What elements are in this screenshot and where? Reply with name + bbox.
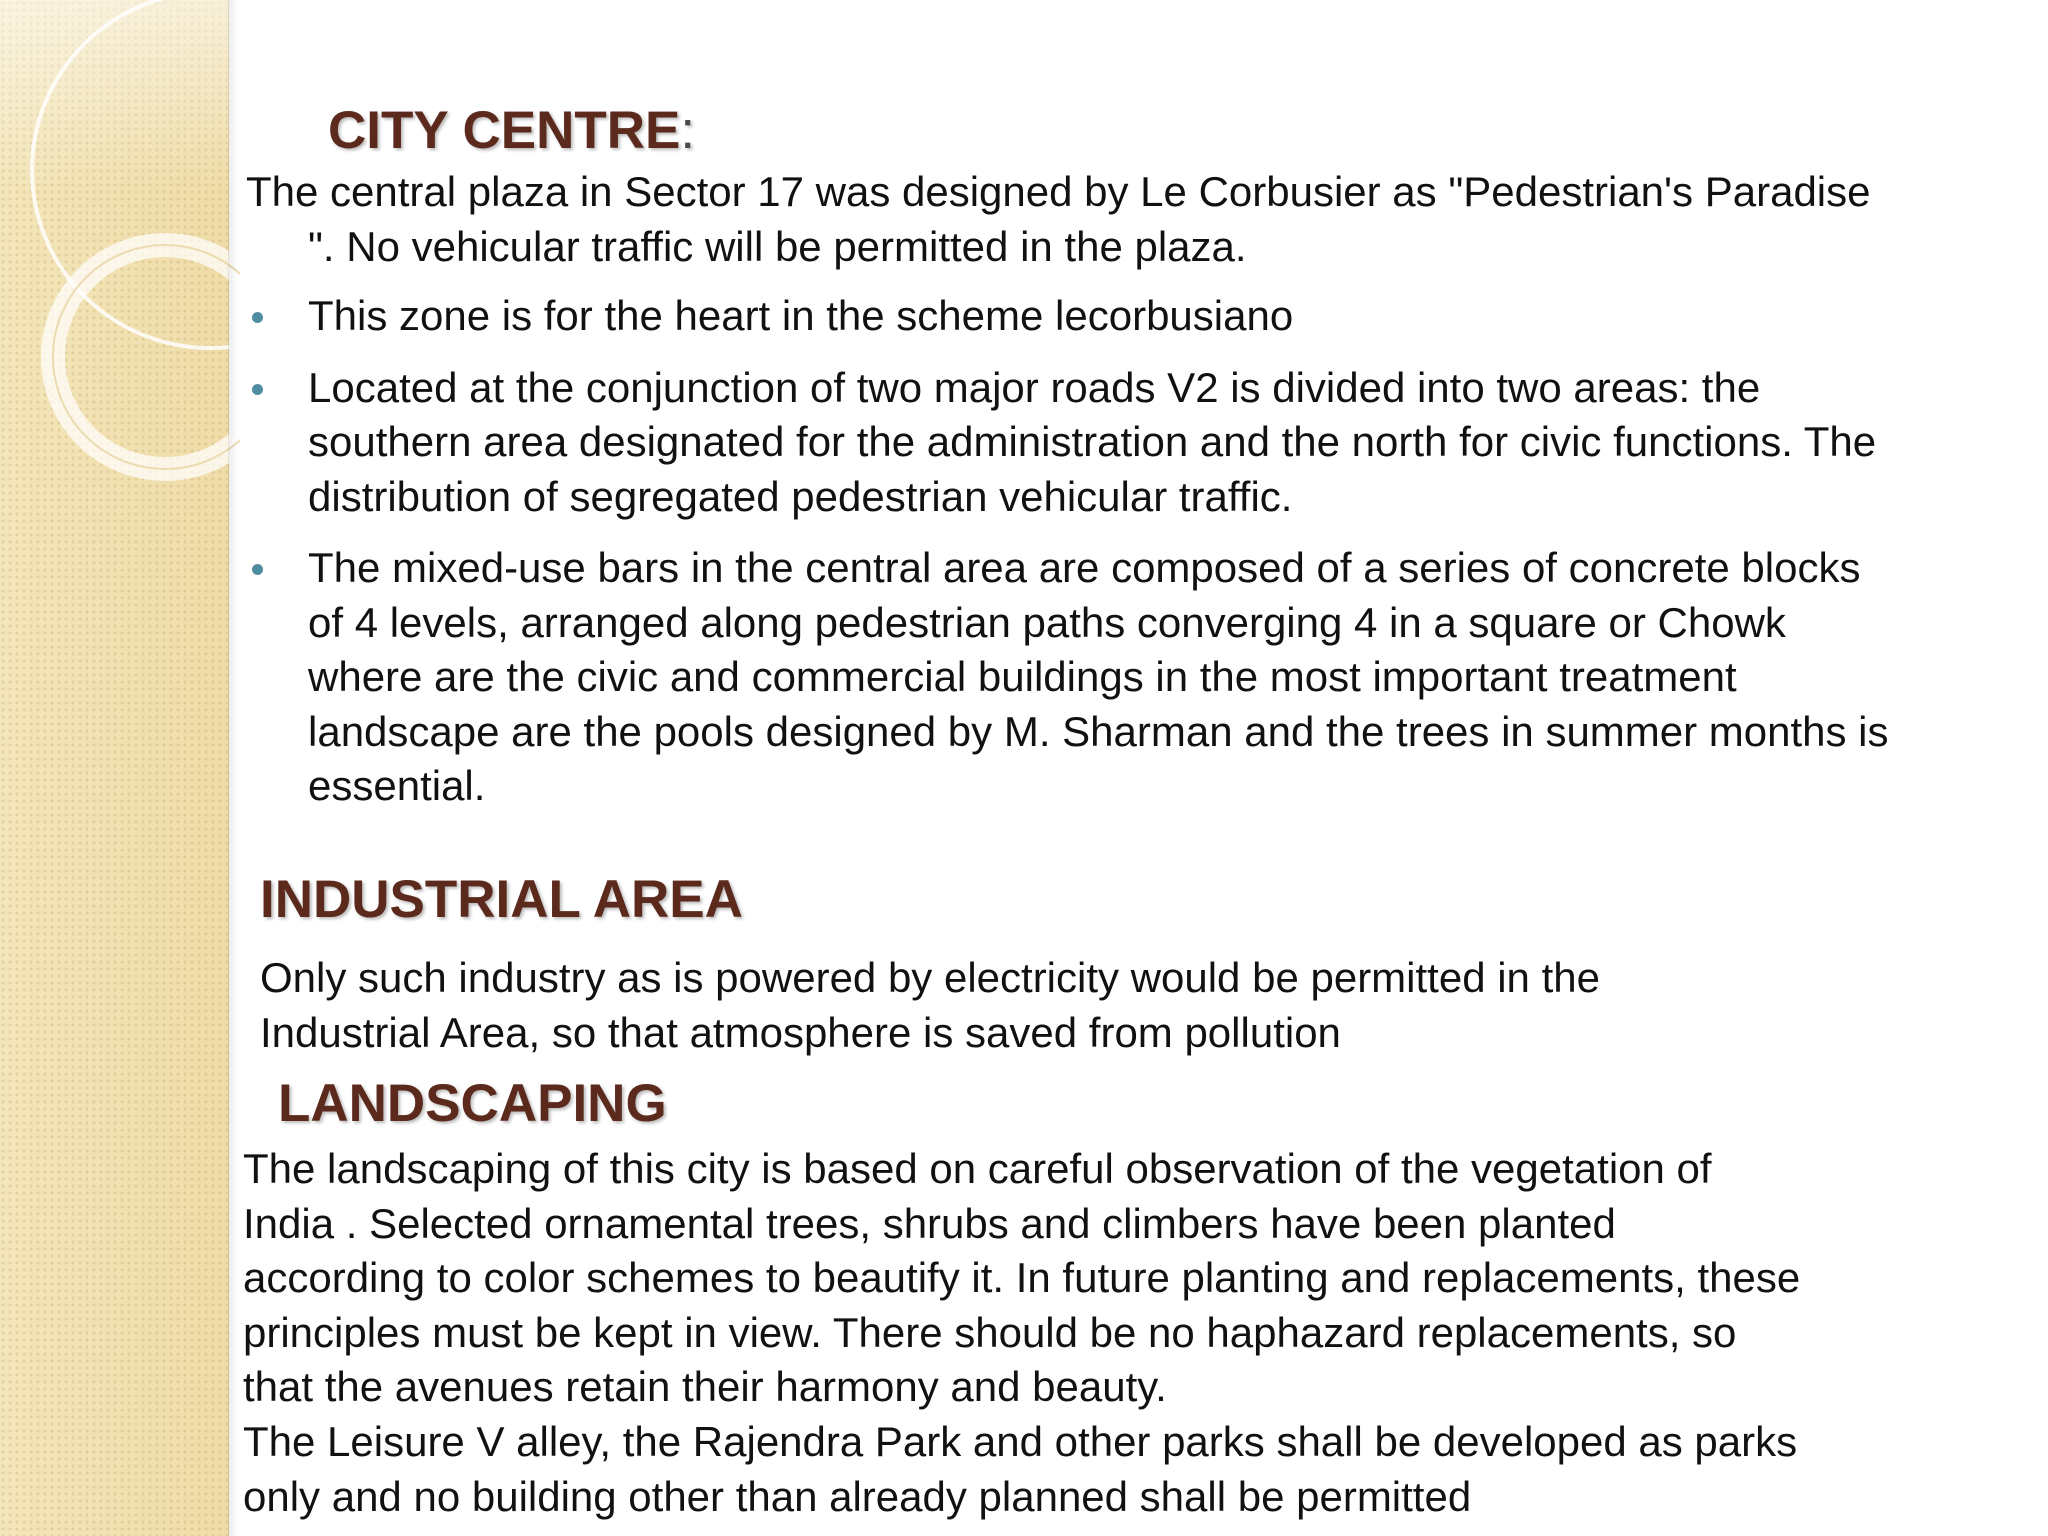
decorative-rings xyxy=(0,0,240,520)
bullet-text: This zone is for the heart in the scheme lecorbusiano xyxy=(308,292,1294,339)
bullet-text: Located at the conjunction of two major roads V2 is divided into two areas: the southern area designated for the administration and the north for civic functions. The distribution of segregated pedestrian vehicular traffic. xyxy=(308,363,1877,520)
city-centre-bullet-list xyxy=(246,289,1906,831)
industrial-area-text: Only such industry as is powered by electricity would be permitted in the Industrial Area, so that atmosphere is saved from pollution xyxy=(260,954,1600,1056)
bullet-text: The mixed-use bars in the central area are composed of a series of concrete blocks of 4 levels, arranged along pedestrian paths converging 4 in a square or Chowk where are the civic and commercial buildings in the most important treatment landscape are the pools designed by M. Sharman and the trees in summer months is essential. xyxy=(308,544,1889,809)
landscaping-heading: LANDSCAPING xyxy=(278,1074,667,1133)
city-centre-heading-colon: : xyxy=(680,101,696,160)
bullet-dot-icon xyxy=(252,564,263,575)
panel-shadow xyxy=(228,0,238,1536)
landscaping-text-1: The landscaping of this city is based on careful observation of the vegetation of India . Selected ornamental trees, shrubs and climbers have been planted according to color schemes to beautify it. In future planting and replacements, these principles must be kept in view. There should be no haphazard replacements, so that the avenues retain their harmony and beauty. xyxy=(243,1145,1801,1410)
city-centre-heading-text: CITY CENTRE xyxy=(328,101,681,160)
city-centre-bullet-1 xyxy=(246,289,1906,344)
landscaping-text-2: The Leisure V alley, the Rajendra Park and other parks shall be developed as parks only and no building other than already planned shall be permitted xyxy=(243,1418,1798,1520)
bullet-dot-icon xyxy=(252,312,263,323)
city-centre-intro: The central plaza in Sector 17 was designed by Le Corbusier as "Pedestrian's Paradise ". No vehicular traffic will be permitted in the plaza. xyxy=(246,168,1871,270)
industrial-area-heading: INDUSTRIAL AREA xyxy=(260,870,743,929)
city-centre-bullet-3 xyxy=(246,541,1906,814)
bullet-dot-icon xyxy=(252,384,263,395)
city-centre-bullet-2 xyxy=(246,361,1906,525)
city-centre-heading xyxy=(328,101,696,160)
